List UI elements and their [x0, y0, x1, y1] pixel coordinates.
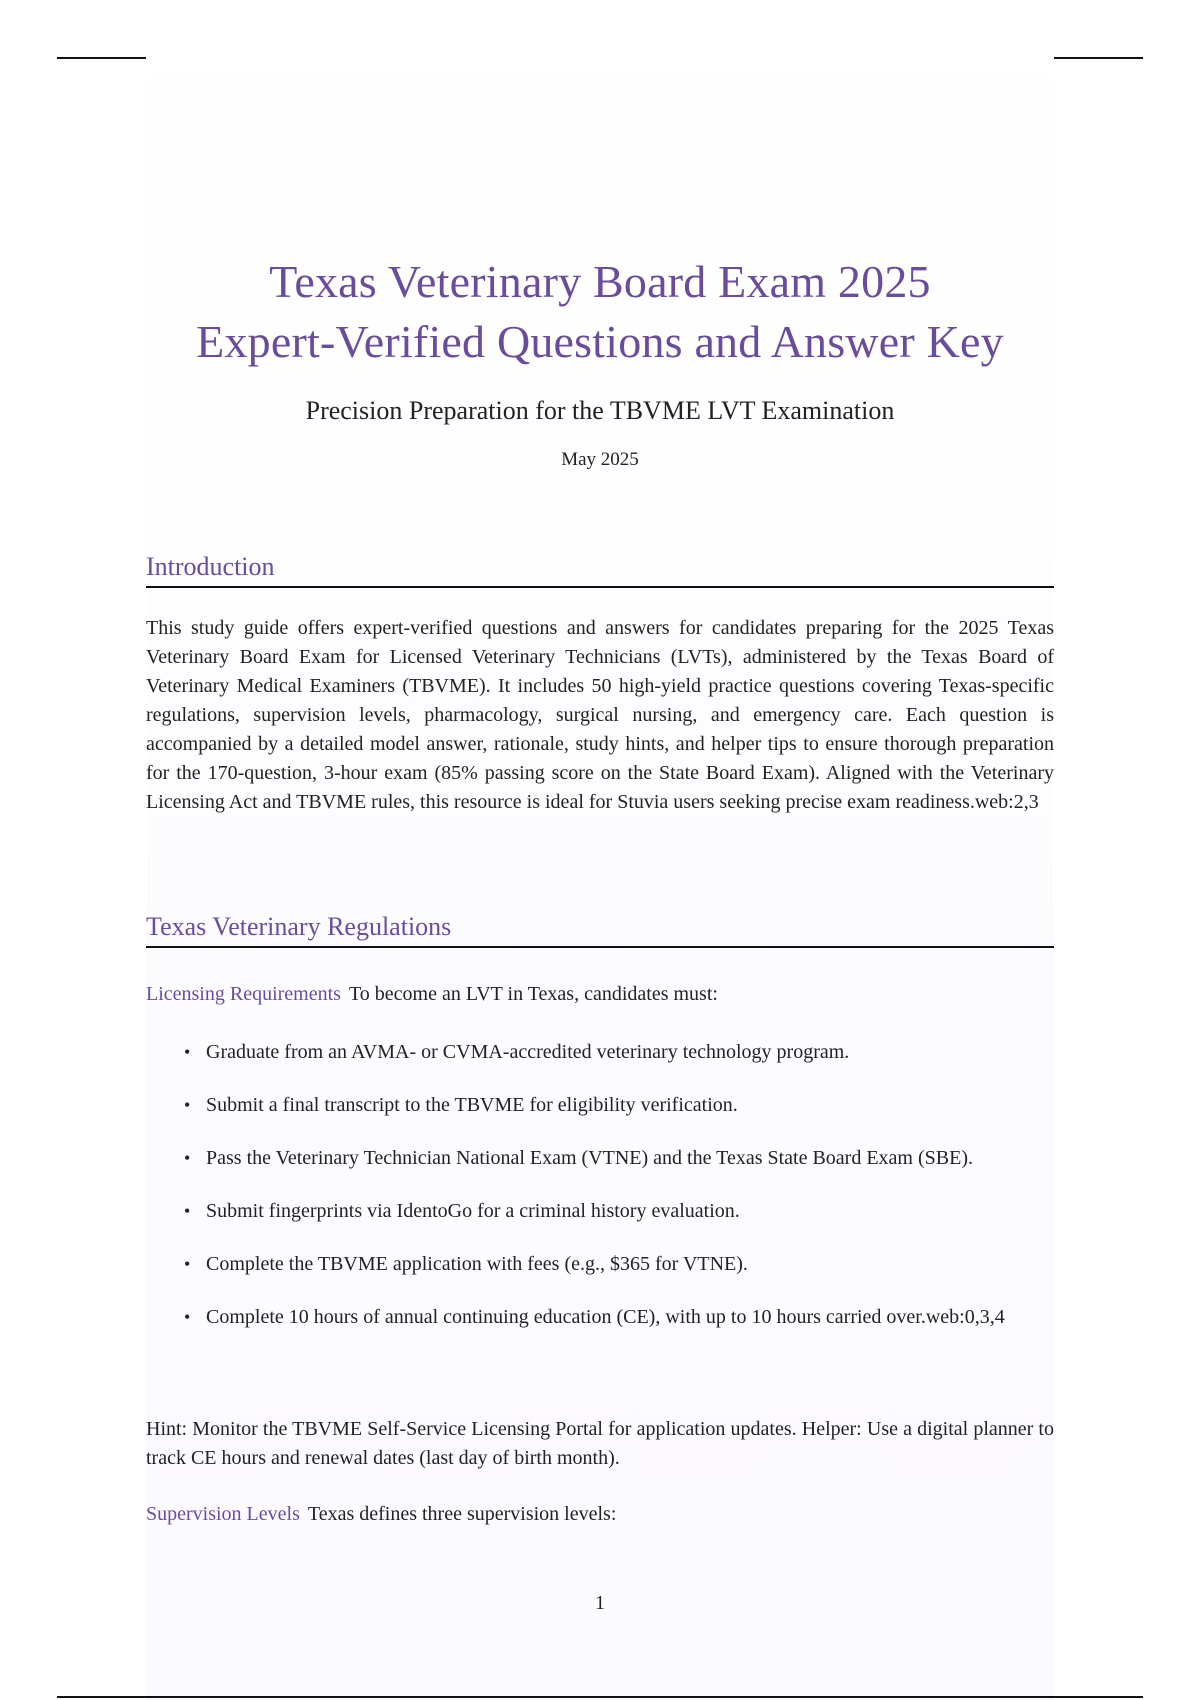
bullet-icon: •	[184, 1254, 191, 1274]
list-item	[146, 1303, 1054, 1331]
list-item-text: Submit a final transcript to the TBVME for eligibility verification.	[206, 1094, 738, 1116]
licensing-intro-text: To become an LVT in Texas, candidates must:	[348, 983, 718, 1005]
list-item-text: Submit fingerprints via IdentoGo for a criminal history evaluation.	[206, 1200, 740, 1222]
document-title-line-1: Texas Veterinary Board Exam 2025	[269, 256, 931, 307]
document-title-line-2: Expert-Verified Questions and Answer Key	[196, 316, 1004, 367]
licensing-paragraph	[146, 980, 1054, 1009]
page-number: 1	[595, 1592, 605, 1614]
list-item	[146, 1197, 1054, 1225]
supervision-paragraph	[146, 1500, 1054, 1529]
document-date: May 2025	[561, 449, 639, 470]
bottom-rule	[57, 1696, 1143, 1698]
list-item-text: Pass the Veterinary Technician National Exam (VTNE) and the Texas State Board Exam (SBE).	[206, 1147, 973, 1169]
list-item	[146, 1250, 1054, 1278]
list-item	[146, 1091, 1054, 1119]
list-item-text: Graduate from an AVMA- or CVMA-accredited veterinary technology program.	[206, 1041, 850, 1063]
section-heading-introduction: Introduction	[146, 550, 1054, 588]
document-subtitle: Precision Preparation for the TBVME LVT Examination	[305, 396, 895, 425]
bullet-icon: •	[184, 1307, 191, 1327]
bullet-icon: •	[184, 1095, 191, 1115]
introduction-paragraph: This study guide offers expert-verified questions and answers for candidates preparing for the 2025 Texas Veterinary Board Exam for Licensed Veterinary Technicians (LVTs), administered by the Texas Board of Veterinary Medical Examiners (TBVME). It includes 50 high-yield practice questions covering Texas-specific regulations, supervision levels, pharmacology, surgical nursing, and emergency care. Each question is accompanied by a detailed model answer, rationale, study hints, and helper tips to ensure thorough preparation for the 170-question, 3-hour exam (85% passing score on the State Board Exam). Aligned with the Veterinary Licensing Act and TBVME rules, this resource is ideal for Stuvia users seeking precise exam readiness.web:2,3	[146, 617, 1054, 813]
bullet-icon: •	[184, 1042, 191, 1062]
document-page	[146, 0, 1054, 1700]
supervision-intro-text: Texas defines three supervision levels:	[307, 1503, 617, 1525]
list-item-text: Complete 10 hours of annual continuing education (CE), with up to 10 hours carried over.web:0,3,4	[206, 1306, 1005, 1328]
list-item	[146, 1144, 1054, 1172]
supervision-levels-label: Supervision Levels	[146, 1503, 300, 1525]
bullet-icon: •	[184, 1201, 191, 1221]
title-block	[146, 252, 1054, 472]
list-item-text: Complete the TBVME application with fees (e.g., $365 for VTNE).	[206, 1253, 748, 1275]
hint-paragraph: Hint: Monitor the TBVME Self-Service Licensing Portal for application updates. Helper: Use a digital planner to track CE hours and renewal dates (last day of birth month).	[146, 1418, 1054, 1469]
bullet-icon: •	[184, 1148, 191, 1168]
list-item	[146, 1038, 1054, 1066]
licensing-requirements-label: Licensing Requirements	[146, 983, 341, 1005]
licensing-requirements-list	[146, 1038, 1054, 1356]
section-heading-regulations: Texas Veterinary Regulations	[146, 910, 1054, 948]
